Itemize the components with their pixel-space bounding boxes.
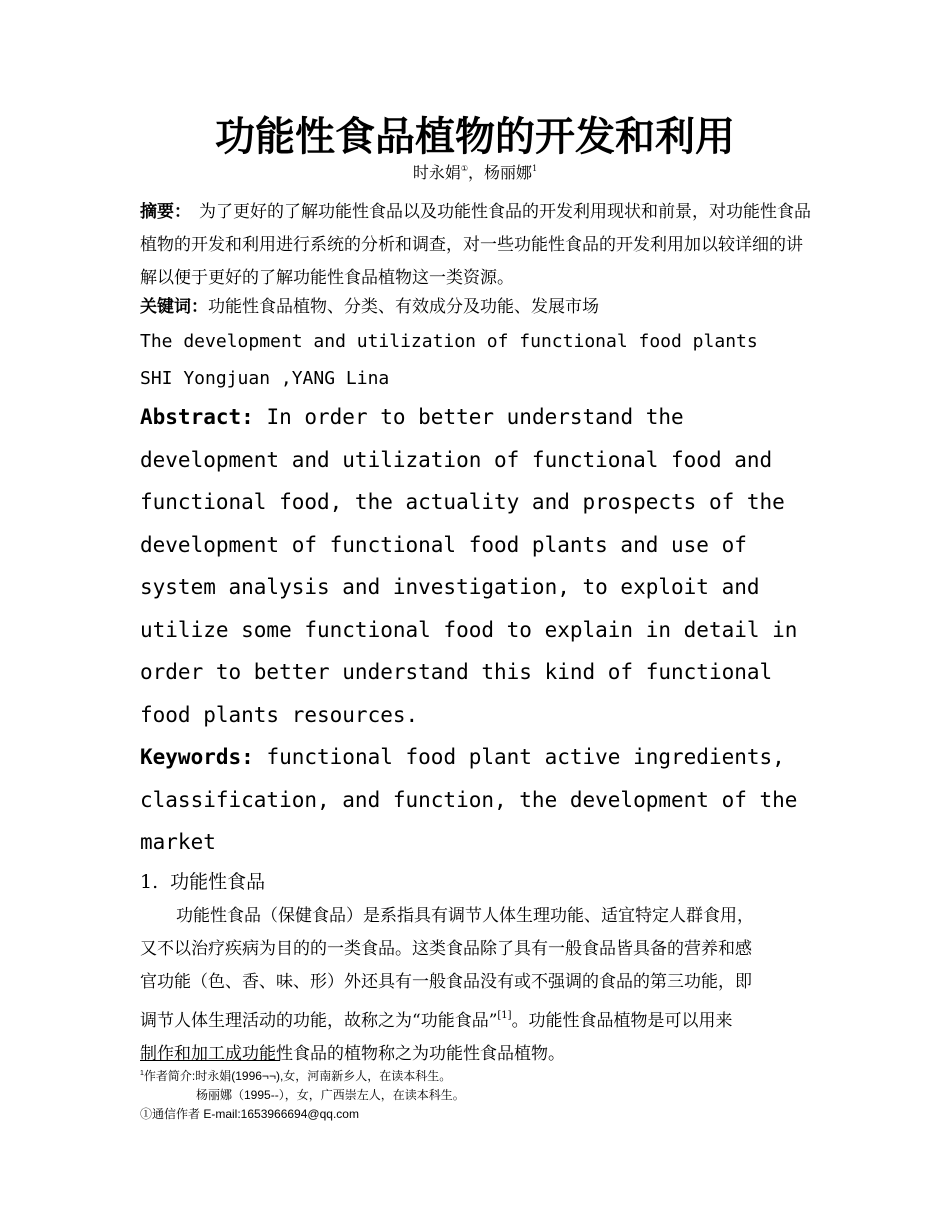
author-name: 时永娟 <box>412 163 461 182</box>
footnote: 杨丽娜（1995--），女，广西崇左人，在读本科生。 <box>196 1088 465 1102</box>
abstract-line: utilize some functional food to explain in detail in <box>140 617 798 642</box>
footnote-divider <box>140 1060 280 1061</box>
footnote: $^1$作者简介:时永娟(1996¬¬),女，河南新乡人，在读本科生。 <box>140 1069 452 1083</box>
abstract-chinese <box>140 196 812 295</box>
abstract-line: development of functional food plants and use of <box>140 532 747 557</box>
abstract-text: 为了更好的了解功能性食品以及功能性食品的开发利用现状和前景，对功能性食品植物的开发和利用进行系统的分析和调查，对一些功能性食品的开发利用加以较详细的讲解以便于更好的了解功能性食品植物这一类资源。 <box>140 202 811 288</box>
author-line <box>0 158 950 184</box>
section-number: 1. <box>140 871 159 893</box>
paragraph-line: 又不以治疗疾病为目的的一类食品。这类食品除了具有一般食品皆具备的营养和感 <box>140 939 752 959</box>
keywords-line: classification, and function, the development of the <box>140 787 798 812</box>
abstract-line: system analysis and investigation, to exploit and <box>140 575 760 599</box>
abstract-en-label: Abstract: <box>140 405 254 429</box>
footnote-mark: 1 <box>140 1070 144 1077</box>
abstract-line: order to better understand this kind of functional <box>140 660 773 684</box>
paragraph-line: 功能性食品（保健食品）是系指具有调节人体生理功能、适宜特定人群食用， <box>176 906 754 926</box>
keywords-chinese <box>140 291 812 324</box>
abstract-english <box>140 396 820 736</box>
abstract-line: food plants resources. <box>140 702 419 727</box>
keywords-en-label: Keywords: <box>140 745 254 769</box>
keywords-label: 关键词： <box>140 297 208 317</box>
paragraph-line: 官功能（色、香、味、形）外还具有一般食品没有或不强调的食品的第三功能，即 <box>140 972 752 992</box>
footnotes <box>140 1064 465 1124</box>
paragraph-line: 制作和加工成功能性食品的植物称之为功能性食品植物。 <box>140 1044 565 1064</box>
author-name: 杨丽娜 <box>484 163 533 182</box>
section-heading <box>140 867 265 897</box>
keywords-line: market <box>140 830 216 854</box>
abstract-line: functional food, the actuality and prospects of the <box>140 490 785 514</box>
footnote-email: ①通信作者 E-mail:1653966694@qq.com <box>140 1107 359 1121</box>
keywords-text: 功能性食品植物、分类、有效成分及功能、发展市场 <box>208 297 599 317</box>
abstract-line: development and utilization of functional food and <box>140 447 773 472</box>
english-title: The development and utilization of functional food plants <box>140 331 758 352</box>
keywords-english <box>140 736 820 864</box>
abstract-line: Abstract: In order to better understand the <box>140 405 684 429</box>
author-mark: ① <box>460 164 469 173</box>
paragraph-line: 调节人体生理活动的功能，故称之为“功能食品”[1]。功能性食品植物是可以用来 <box>140 1010 733 1031</box>
author-mark: 1 <box>532 164 538 173</box>
keywords-line: Keywords: functional food plant active ingredients, <box>140 745 785 769</box>
english-authors: SHI Yongjuan ,YANG Lina <box>140 368 390 389</box>
section-title: 功能性食品 <box>170 871 266 893</box>
abstract-label: 摘要： <box>140 202 191 222</box>
section-paragraph <box>140 900 812 1071</box>
citation-mark: [1] <box>497 1010 512 1021</box>
author-separator: ， <box>468 163 485 182</box>
paper-title: 功能性食品植物的开发和利用 <box>215 114 735 160</box>
